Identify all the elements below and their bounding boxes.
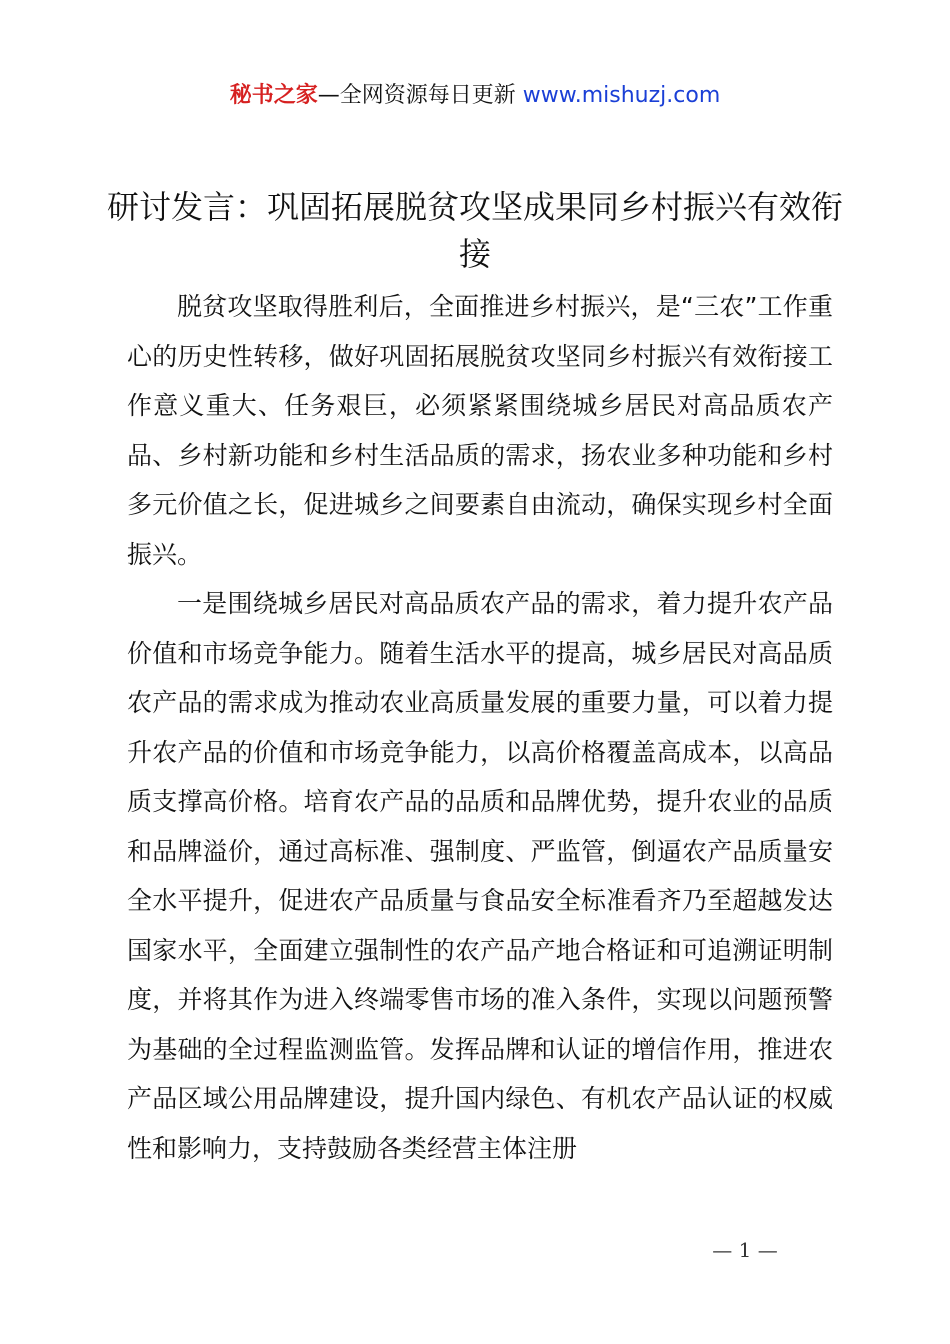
page-number: — 1 — bbox=[712, 1238, 778, 1262]
site-brand: 秘书之家 bbox=[229, 83, 318, 108]
paragraph-intro: 脱贫攻坚取得胜利后，全面推进乡村振兴，是“三农”工作重心的历史性转移，做好巩固拓展脱贫攻坚同乡村振兴有效衔接工作意义重大、任务艰巨，必须紧紧围绕城乡居民对高品质农产品、乡村新功能和乡村生活品质的需求，扬农业多种功能和乡村多元价值之长，促进城乡之间要素自由流动，确保实现乡村全面振兴。 bbox=[127, 292, 833, 569]
site-tagline: —全网资源每日更新 bbox=[317, 83, 516, 108]
site-url-link[interactable]: www.mishuzj.com bbox=[522, 83, 721, 108]
site-header bbox=[0, 80, 950, 112]
document-title: 研讨发言：巩固拓展脱贫攻坚成果同乡村振兴有效衔接 bbox=[106, 188, 843, 273]
paragraph-point-one: 一是围绕城乡居民对高品质农产品的需求，着力提升农产品价值和市场竞争能力。随着生活水平的提高，城乡居民对高品质农产品的需求成为推动农业高质量发展的重要力量，可以着力提升农产品的价值和市场竞争能力，以高价格覆盖高成本，以高品质支撑高价格。培育农产品的品质和品牌优势，提升农业的品质和品牌溢价，通过高标准、强制度、严监管，倒逼农产品质量安全水平提升，促进农产品质量与食品安全标准看齐乃至超越发达国家水平，全面建立强制性的农产品产地合格证和可追溯证明制度，并将其作为进入终端零售市场的准入条件，实现以问题预警为基础的全过程监测监管。发挥品牌和认证的增信作用，推进农产品区域公用品牌建设，提升国内绿色、有机农产品认证的权威性和影响力，支持鼓励各类经营主体注册 bbox=[127, 589, 833, 1163]
document-body bbox=[127, 282, 833, 1173]
